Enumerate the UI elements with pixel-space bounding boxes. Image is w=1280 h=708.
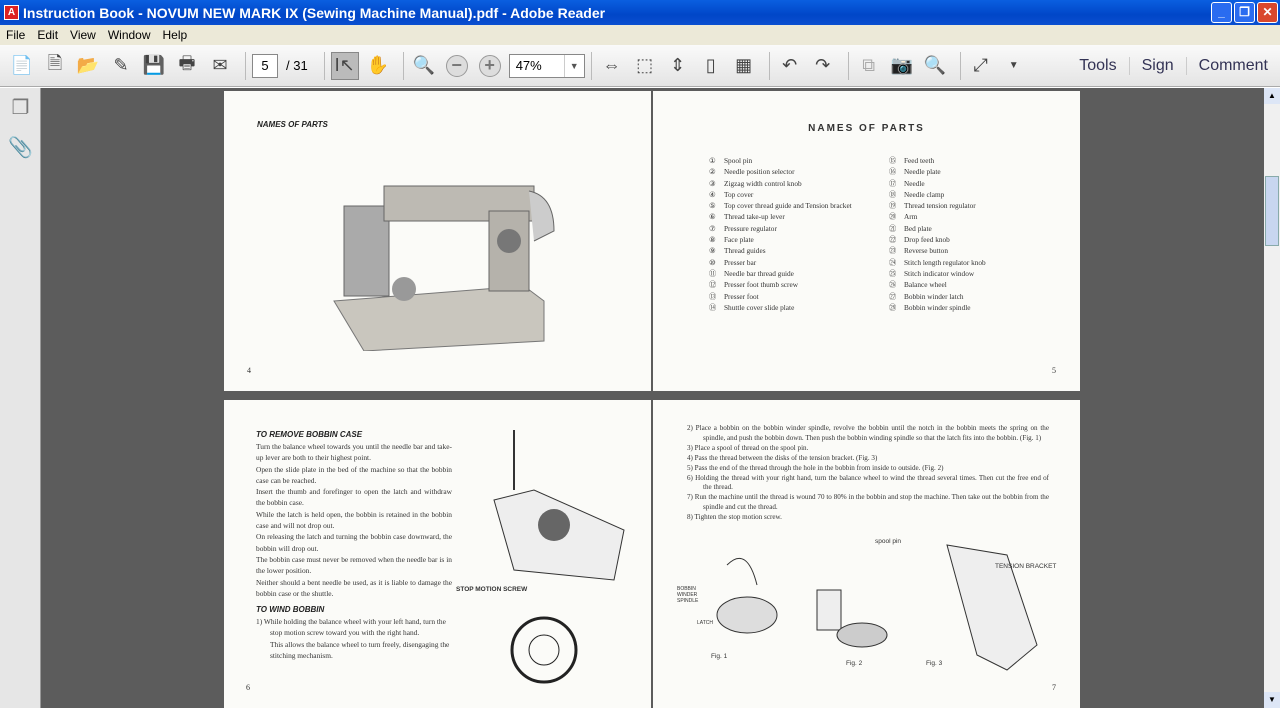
part-item: [889, 291, 986, 302]
part-number: ⑳: [889, 212, 897, 222]
fit-width-icon[interactable]: ⇔: [602, 55, 621, 75]
chevron-down-icon[interactable]: ▼: [564, 55, 584, 77]
divider: [245, 52, 246, 80]
part-item: [709, 302, 852, 313]
step: 5) Pass the end of the thread through the hole in the bobbin from inside to outside. (Fig. 2): [687, 463, 944, 472]
figure-label: BOBBIN WINDER SPINDLE: [677, 586, 699, 604]
part-number: ⑩: [709, 257, 716, 267]
rotate-ccw-icon[interactable]: ↶: [782, 55, 798, 75]
paragraph: The bobbin case must never be removed when the needle bar is in the lower position.: [256, 554, 452, 576]
part-name: Face plate: [724, 235, 754, 245]
page-6: [224, 400, 651, 708]
part-name: Thread tension regulator: [904, 201, 976, 211]
step-note: This allows the balance wheel to turn freely, disengaging the stitching mechanism.: [270, 639, 450, 661]
page-6-text: [256, 430, 452, 661]
page-number: 6: [246, 683, 250, 692]
part-name: Needle position selector: [724, 167, 795, 177]
divider: [324, 52, 325, 80]
part-item: [709, 257, 852, 268]
page-number: 4: [247, 366, 251, 375]
part-name: Stitch length regulator knob: [904, 257, 986, 267]
sewing-machine-illustration: [304, 141, 584, 351]
fit-page-icon[interactable]: ⬚: [636, 55, 654, 75]
part-name: Shuttle cover slide plate: [724, 302, 795, 312]
part-item: [709, 166, 852, 177]
divider: [848, 52, 849, 80]
part-number: ⑮: [889, 156, 897, 165]
step: 8) Tighten the stop motion screw.: [687, 513, 782, 522]
scroll-up-arrow[interactable]: ▲: [1264, 88, 1280, 104]
more-tools-dropdown[interactable]: ▼: [1008, 60, 1019, 71]
close-button[interactable]: ✕: [1257, 2, 1278, 23]
divider: [591, 52, 592, 80]
single-page-icon[interactable]: ▯: [705, 55, 716, 75]
winding-figures: [677, 535, 1057, 675]
part-number: ㉘: [889, 302, 897, 312]
part-name: Bed plate: [904, 223, 932, 233]
menu-edit[interactable]: Edit: [37, 28, 59, 42]
bobbin-case-illustration: [474, 430, 634, 690]
document-view[interactable]: [41, 88, 1264, 708]
divider: [403, 52, 404, 80]
part-item: [889, 200, 986, 211]
page-number: 7: [1052, 683, 1056, 692]
part-number: ㉖: [889, 280, 897, 290]
window-title: Instruction Book - NOVUM NEW MARK IX (Sewing Machine Manual).pdf - Adobe Reader: [23, 4, 606, 21]
part-item: [889, 178, 986, 189]
step: 4) Pass the thread between the disks of the tension bracket. (Fig. 3): [687, 453, 878, 462]
part-name: Feed teeth: [904, 156, 935, 165]
part-number: ㉑: [889, 223, 897, 233]
part-number: ③: [709, 178, 716, 188]
part-item: [889, 211, 986, 222]
marquee-zoom-icon[interactable]: 🔍: [412, 55, 435, 75]
part-number: ⑯: [889, 167, 897, 177]
save-icon[interactable]: 💾: [142, 55, 166, 75]
part-name: Stitch indicator window: [904, 268, 975, 278]
page-5: [653, 91, 1080, 391]
scroll-down-arrow[interactable]: ▼: [1264, 692, 1280, 708]
scrollbar-thumb[interactable]: [1265, 176, 1279, 246]
part-name: Arm: [904, 212, 918, 222]
divider: [769, 52, 770, 80]
fit-height-icon[interactable]: ⇕: [670, 55, 686, 75]
part-name: Needle bar thread guide: [724, 268, 794, 278]
step: 3) Place a spool of thread on the spool pin.: [687, 443, 809, 452]
step: 6) Holding the thread with your right hand, turn the balance wheel to wind the thread several times. Then cut the free end of the thread.: [687, 473, 1049, 492]
step: 2) Place a bobbin on the bobbin winder spindle, revolve the bobbin until the notch in the bobbin meets the spring on the spindle, and push the bobbin down. Then push the bobbin winding spindle so that the latch fits into the bobbin. (Fig. 1): [687, 424, 1049, 442]
part-item: [709, 189, 852, 200]
part-number: ②: [709, 167, 716, 177]
figure-caption: Fig. 3: [926, 660, 943, 667]
part-name: Balance wheel: [904, 280, 947, 290]
part-name: Bobbin winder latch: [904, 291, 964, 301]
winding-steps: [687, 424, 1049, 523]
open-folder-icon[interactable]: 📂: [76, 55, 100, 75]
rotate-cw-icon[interactable]: ↷: [815, 55, 831, 75]
part-item: [709, 155, 852, 166]
part-name: Spool pin: [724, 156, 753, 165]
figure-label: STOP MOTION SCREW: [456, 586, 528, 593]
create-pdf-icon[interactable]: 📄: [10, 55, 34, 75]
email-icon[interactable]: ✉: [212, 55, 228, 75]
zoom-select[interactable]: [509, 54, 585, 78]
part-name: Pressure regulator: [724, 223, 777, 233]
part-item: [889, 268, 986, 279]
part-item: [709, 268, 852, 279]
part-item: [709, 223, 852, 234]
paragraph: Turn the balance wheel towards you until the needle bar and take-up lever are both to their highest point.: [256, 442, 452, 463]
part-name: Thread guides: [724, 246, 766, 256]
part-item: [889, 245, 986, 256]
part-number: ⑭: [709, 302, 717, 312]
figure-caption: Fig. 1: [711, 653, 728, 660]
select-tool-icon[interactable]: I↖: [331, 52, 359, 80]
part-number: ①: [709, 156, 716, 165]
figure-label: LATCH: [697, 620, 714, 626]
attachments-icon[interactable]: 📎: [8, 137, 33, 159]
page-number-input[interactable]: 5: [252, 54, 278, 78]
snapshot-icon[interactable]: 📷: [890, 55, 913, 75]
sign-pane-button[interactable]: Sign: [1129, 57, 1186, 75]
part-name: Bobbin winder spindle: [904, 302, 971, 312]
part-name: Needle clamp: [904, 189, 945, 199]
find-icon[interactable]: 🔍: [923, 55, 946, 75]
part-item: [709, 279, 852, 290]
figure-label: TENSION BRACKET: [995, 563, 1057, 570]
menu-help[interactable]: Help: [162, 28, 188, 42]
part-item: [709, 211, 852, 222]
part-name: Drop feed knob: [904, 235, 950, 245]
part-number: ⑬: [709, 291, 717, 301]
part-number: ⑦: [709, 223, 716, 233]
minimize-button[interactable]: _: [1211, 2, 1232, 23]
full-screen-icon[interactable]: ⤢: [973, 55, 988, 75]
part-item: [709, 200, 852, 211]
parts-list-right: [889, 155, 986, 313]
figure-caption: Fig. 2: [846, 660, 863, 667]
vertical-scrollbar[interactable]: [1264, 88, 1280, 708]
part-name: Needle plate: [904, 167, 941, 177]
comment-pane-button[interactable]: Comment: [1186, 57, 1280, 75]
figure-label: spool pin: [875, 538, 902, 545]
print-icon[interactable]: 🖶: [178, 52, 196, 73]
hand-tool-icon[interactable]: ✋: [366, 55, 389, 75]
part-number: ㉗: [889, 291, 897, 301]
zoom-out-button[interactable]: −: [443, 52, 471, 80]
part-number: ⑫: [709, 280, 717, 290]
toolbar: [0, 45, 1280, 87]
part-name: Presser foot thumb screw: [724, 280, 798, 290]
paragraphs: [256, 441, 452, 599]
paragraph: On releasing the latch and turning the bobbin case downward, the bobbin will drop out.: [256, 532, 452, 553]
step: 1) While holding the balance wheel with your left hand, turn the stop motion screw toward you with the right hand.: [256, 617, 446, 638]
part-name: Top cover: [724, 189, 754, 199]
part-name: Zigzag width control knob: [724, 178, 802, 188]
part-name: Presser bar: [724, 257, 757, 267]
part-number: ④: [709, 189, 716, 199]
adobe-reader-icon: A: [4, 5, 19, 20]
part-name: Thread take-up lever: [724, 212, 785, 222]
navigation-pane: [0, 88, 41, 708]
part-number: ⑪: [709, 268, 717, 278]
paragraph: While the latch is held open, the bobbin is retained in the bobbin case and will not drop out.: [256, 509, 452, 531]
part-item: [889, 189, 986, 200]
part-number: ⑱: [889, 189, 897, 199]
part-number: ⑰: [889, 178, 897, 188]
part-item: [709, 245, 852, 256]
paragraph: Neither should a bent needle be used, as it is liable to damage the bobbin case or the shuttle.: [256, 577, 452, 598]
tools-pane-button[interactable]: Tools: [1079, 56, 1117, 74]
part-name: Reverse button: [904, 246, 948, 256]
part-name: Needle: [904, 178, 925, 188]
part-number: ㉓: [889, 246, 897, 256]
part-item: [709, 234, 852, 245]
part-item: [709, 178, 852, 189]
paragraph: Insert the thumb and forefinger to open the latch and withdraw the bobbin case.: [256, 487, 452, 508]
menu-bar: [0, 25, 1280, 45]
section-heading: TO REMOVE BOBBIN CASE: [256, 430, 363, 439]
menu-file[interactable]: File: [6, 28, 26, 42]
step: 7) Run the machine until the thread is wound 70 to 80% in the bobbin and stop the machine. Then take out the bobbin from the spindle and cut the thread.: [687, 493, 1049, 512]
part-number: ㉕: [889, 268, 897, 278]
page-heading: NAMES OF PARTS: [257, 120, 328, 129]
menu-window[interactable]: Window: [107, 28, 151, 42]
page-7: [653, 400, 1080, 708]
two-page-icon[interactable]: ▦: [735, 55, 753, 75]
part-name: Top cover thread guide and Tension bracket: [724, 201, 852, 211]
part-number: ⑧: [709, 235, 716, 245]
maximize-button[interactable]: ❐: [1234, 2, 1255, 23]
page-total: / 31: [286, 58, 308, 73]
title-bar: [0, 0, 1280, 25]
page-4: [224, 91, 651, 391]
divider: [960, 52, 961, 80]
page-thumbnails-icon[interactable]: ❐: [11, 97, 30, 119]
part-name: Presser foot: [724, 291, 759, 301]
part-item: [889, 302, 986, 313]
part-number: ㉔: [889, 257, 897, 267]
part-number: ㉒: [889, 235, 897, 245]
part-item: [889, 155, 986, 166]
section-heading: TO WIND BOBBIN: [256, 605, 325, 615]
part-item: [889, 257, 986, 268]
create-icon[interactable]: 🗎: [47, 52, 63, 73]
part-item: [889, 279, 986, 290]
part-number: ⑤: [709, 201, 716, 211]
part-number: ⑲: [889, 201, 897, 211]
part-item: [889, 223, 986, 234]
part-item: [709, 291, 852, 302]
paragraph: Open the slide plate in the bed of the machine so that the bobbin case can be reached.: [256, 464, 452, 485]
zoom-in-button[interactable]: +: [476, 52, 504, 80]
page-heading: NAMES OF PARTS: [808, 123, 925, 134]
part-number: ⑨: [709, 246, 716, 256]
part-number: ⑥: [709, 212, 716, 222]
menu-view[interactable]: View: [70, 28, 96, 42]
edit-icon[interactable]: ✎: [113, 55, 129, 75]
part-item: [889, 166, 986, 177]
parts-list-left: [709, 155, 852, 313]
page-number: 5: [1052, 366, 1056, 375]
part-item: [889, 234, 986, 245]
copy-icon[interactable]: ⧉: [862, 55, 876, 75]
zoom-value: 47%: [515, 58, 542, 73]
